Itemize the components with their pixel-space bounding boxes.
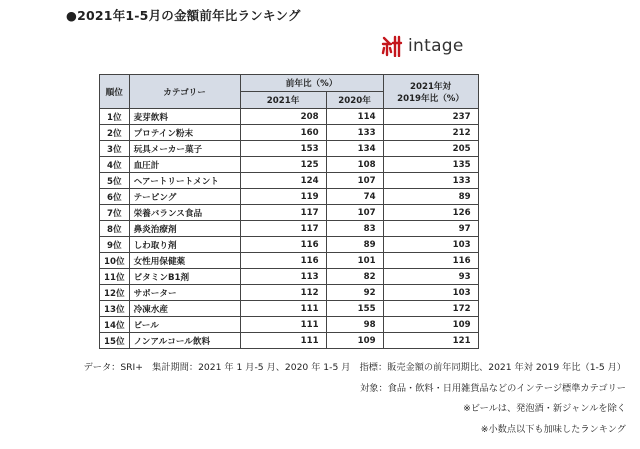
footnote-beer: ※ビールは、発泡酒・新ジャンルを除く — [463, 403, 626, 414]
logo-text: intage — [408, 36, 464, 56]
yoy-2020-cell: 98 — [326, 317, 383, 333]
yoy-2021-cell: 153 — [240, 141, 326, 157]
rank-cell: 4位 — [100, 157, 130, 173]
vs-2019-cell: 97 — [383, 221, 478, 237]
yoy-2021-cell: 124 — [240, 173, 326, 189]
footnotes — [84, 358, 626, 440]
yoy-2020-cell: 108 — [326, 157, 383, 173]
table-row — [100, 333, 479, 349]
category-cell: 女性用保健薬 — [129, 253, 240, 269]
yoy-2021-cell: 111 — [240, 317, 326, 333]
yoy-2021-cell: 119 — [240, 189, 326, 205]
rank-cell: 8位 — [100, 221, 130, 237]
vs-2019-cell: 103 — [383, 285, 478, 301]
rank-cell: 15位 — [100, 333, 130, 349]
header-yoy-group: 前年比（%） — [240, 75, 383, 92]
category-cell: プロテイン粉末 — [129, 125, 240, 141]
vs-2019-cell: 121 — [383, 333, 478, 349]
yoy-2020-cell: 74 — [326, 189, 383, 205]
ranking-table-body — [100, 109, 479, 349]
vs-2019-cell: 109 — [383, 317, 478, 333]
yoy-2021-cell: 113 — [240, 269, 326, 285]
vs-2019-cell: 205 — [383, 141, 478, 157]
vs-2019-cell: 93 — [383, 269, 478, 285]
category-cell: ビタミンB1剤 — [129, 269, 240, 285]
vs-2019-cell: 89 — [383, 189, 478, 205]
rank-cell: 10位 — [100, 253, 130, 269]
category-cell: 麦芽飲料 — [129, 109, 240, 125]
category-cell: 血圧計 — [129, 157, 240, 173]
yoy-2020-cell: 89 — [326, 237, 383, 253]
category-cell: 鼻炎治療剤 — [129, 221, 240, 237]
category-cell: 冷凍水産 — [129, 301, 240, 317]
ranking-table — [99, 74, 479, 349]
header-category: カテゴリー — [129, 75, 240, 109]
table-row — [100, 109, 479, 125]
footnote-target: 対象：食品・飲料・日用雑貨品などのインテージ標準カテゴリー — [360, 382, 626, 394]
yoy-2021-cell: 111 — [240, 301, 326, 317]
footnote-data-source: データ：SRI+ 集計期間：2021 年 1 月-5 月、2020 年 1-5 月 指標：販売金額の前年同期比、2021 年対 2019 年比（1-5 月） — [83, 362, 626, 373]
vs-2019-cell: 103 — [383, 237, 478, 253]
rank-cell: 14位 — [100, 317, 130, 333]
rank-cell: 5位 — [100, 173, 130, 189]
vs-2019-cell: 135 — [383, 157, 478, 173]
footnote-decimal: ※小数点以下も加味したランキング — [480, 423, 626, 435]
rank-cell: 3位 — [100, 141, 130, 157]
header-vs-2019-line2: 2019年比（%） — [397, 93, 465, 104]
rank-cell: 12位 — [100, 285, 130, 301]
intage-mark-icon — [381, 35, 403, 57]
yoy-2021-cell: 208 — [240, 109, 326, 125]
rank-cell: 9位 — [100, 237, 130, 253]
category-cell: サポーター — [129, 285, 240, 301]
yoy-2020-cell: 114 — [326, 109, 383, 125]
rank-cell: 7位 — [100, 205, 130, 221]
yoy-2020-cell: 82 — [326, 269, 383, 285]
table-row — [100, 317, 479, 333]
yoy-2021-cell: 160 — [240, 125, 326, 141]
yoy-2021-cell: 116 — [240, 253, 326, 269]
vs-2019-cell: 133 — [383, 173, 478, 189]
yoy-2020-cell: 134 — [326, 141, 383, 157]
header-2021: 2021年 — [240, 92, 326, 109]
category-cell: 栄養バランス食品 — [129, 205, 240, 221]
yoy-2021-cell: 112 — [240, 285, 326, 301]
table-row — [100, 269, 479, 285]
category-cell: ノンアルコール飲料 — [129, 333, 240, 349]
category-cell: ビール — [129, 317, 240, 333]
table-row — [100, 157, 479, 173]
rank-cell: 11位 — [100, 269, 130, 285]
yoy-2021-cell: 116 — [240, 237, 326, 253]
yoy-2020-cell: 92 — [326, 285, 383, 301]
yoy-2020-cell: 101 — [326, 253, 383, 269]
vs-2019-cell: 126 — [383, 205, 478, 221]
yoy-2021-cell: 125 — [240, 157, 326, 173]
category-cell: テーピング — [129, 189, 240, 205]
yoy-2021-cell: 111 — [240, 333, 326, 349]
header-2020: 2020年 — [326, 92, 383, 109]
table-row — [100, 301, 479, 317]
table-row — [100, 285, 479, 301]
vs-2019-cell: 237 — [383, 109, 478, 125]
vs-2019-cell: 212 — [383, 125, 478, 141]
table-row — [100, 189, 479, 205]
rank-cell: 6位 — [100, 189, 130, 205]
yoy-2021-cell: 117 — [240, 205, 326, 221]
rank-cell: 1位 — [100, 109, 130, 125]
page-title: ●2021年1-5月の金額前年比ランキング — [66, 8, 301, 23]
vs-2019-cell: 172 — [383, 301, 478, 317]
table-row — [100, 125, 479, 141]
header-vs-2019-line1: 2021年対 — [410, 81, 452, 92]
category-cell: しわ取り剤 — [129, 237, 240, 253]
table-row — [100, 141, 479, 157]
yoy-2020-cell: 83 — [326, 221, 383, 237]
yoy-2020-cell: 107 — [326, 205, 383, 221]
rank-cell: 2位 — [100, 125, 130, 141]
yoy-2020-cell: 133 — [326, 125, 383, 141]
intage-logo — [381, 34, 464, 58]
yoy-2020-cell: 109 — [326, 333, 383, 349]
header-rank: 順位 — [100, 75, 130, 109]
table-row — [100, 237, 479, 253]
category-cell: 玩具メーカー菓子 — [129, 141, 240, 157]
vs-2019-cell: 116 — [383, 253, 478, 269]
category-cell: ヘアートリートメント — [129, 173, 240, 189]
rank-cell: 13位 — [100, 301, 130, 317]
table-row — [100, 173, 479, 189]
table-row — [100, 205, 479, 221]
table-row — [100, 221, 479, 237]
yoy-2020-cell: 107 — [326, 173, 383, 189]
yoy-2020-cell: 155 — [326, 301, 383, 317]
header-vs-2019 — [383, 75, 478, 109]
table-row — [100, 253, 479, 269]
yoy-2021-cell: 117 — [240, 221, 326, 237]
